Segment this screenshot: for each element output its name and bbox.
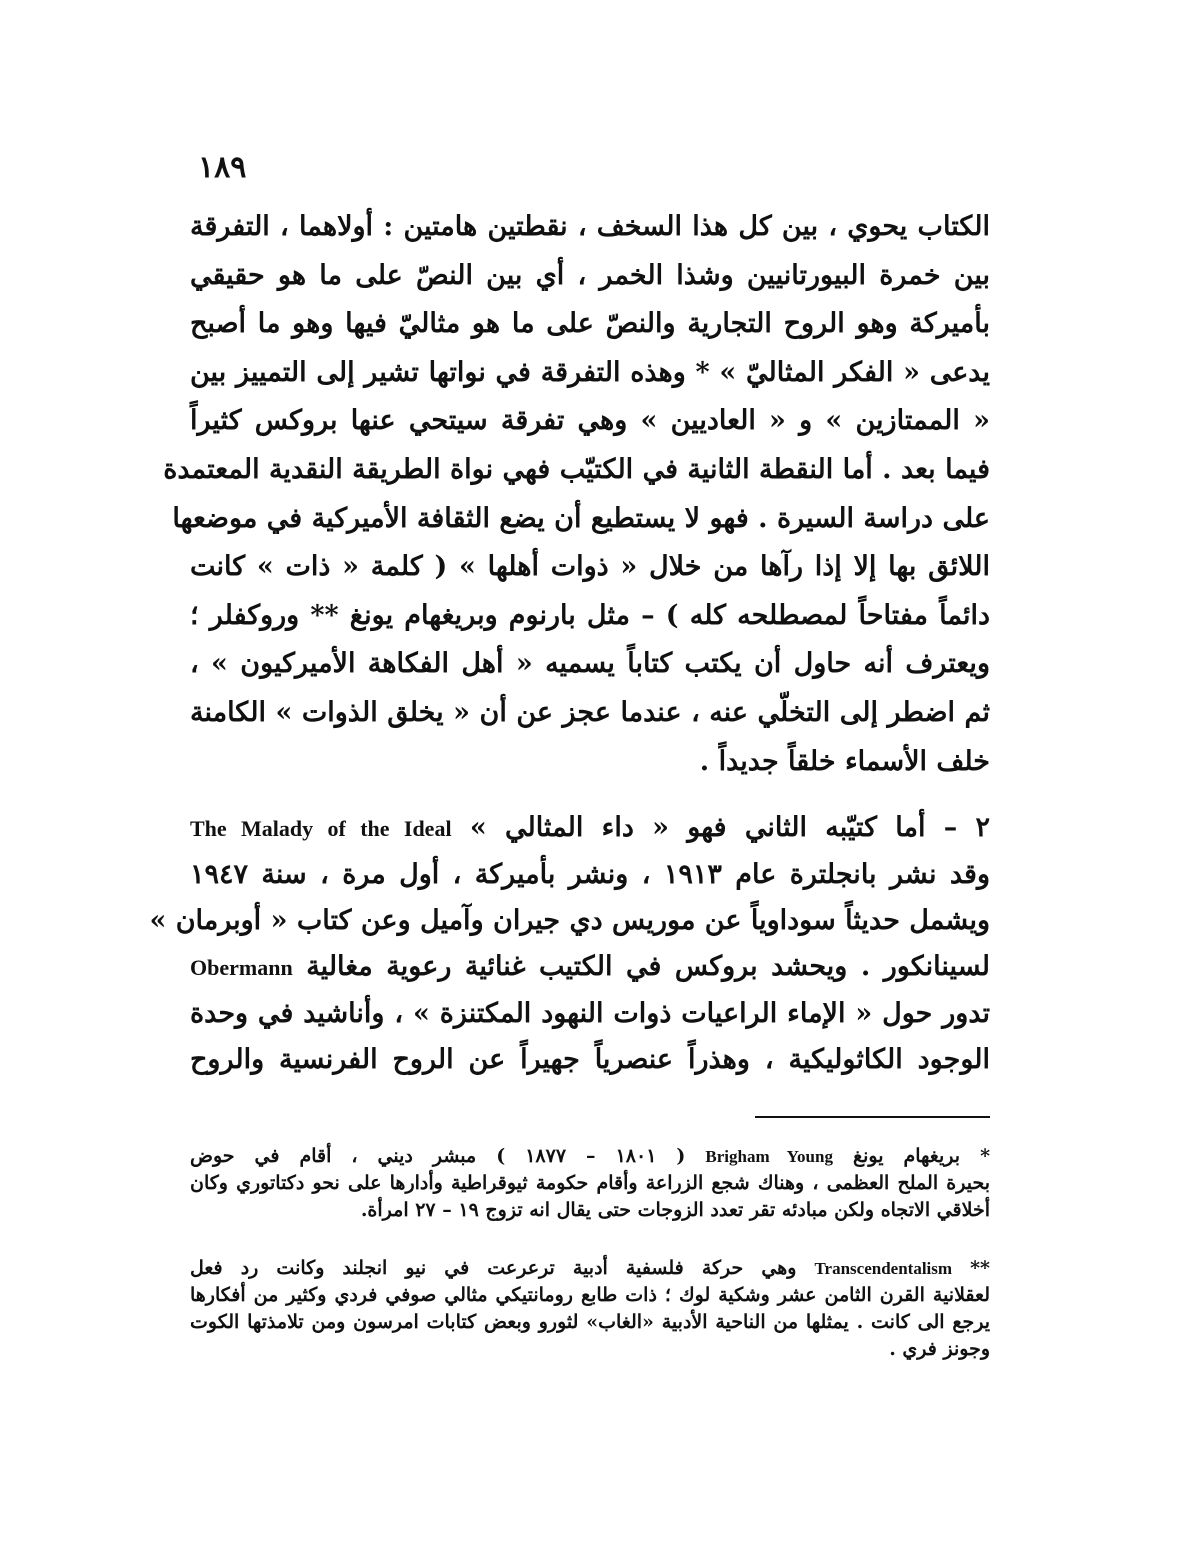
footnote-name-arabic: بريغهام يونغ (852, 1145, 961, 1167)
paragraph-line: « الممتازين » و « العاديين » وهي تفرقة سيتحي عنها بروكس كثيراً (190, 405, 990, 437)
footnote-text: وهي حركة فلسفية أدبية ترعرعت في نيو انجلند وكانت رد فعل (190, 1257, 797, 1279)
paragraph-line (190, 944, 990, 991)
paragraph-line: بين خمرة البيورتانيين وشذا الخمر ، أي بين النصّ على ما هو حقيقي (190, 259, 990, 291)
paragraph-line: اللائق بها إلا إذا رآها من خلال « ذوات أهلها » ( كلمة « ذات » كانت (190, 551, 990, 583)
page-number: ١٨٩ (198, 150, 247, 185)
footnote-name-latin: Brigham Young (705, 1147, 833, 1166)
footnote-line: أخلاقي الاتجاه ولكن مبادئه تقر تعدد الزوجات حتى يقال انه تزوج ١٩ – ٢٧ امرأة. (360, 1199, 990, 1221)
paragraph-line: وقد نشر بانجلترة عام ١٩١٣ ، ونشر بأميركة ، أول مرة ، سنة ١٩٤٧ (190, 859, 990, 890)
footnote-marker: * (980, 1145, 990, 1167)
book-title-latin: Obermann (190, 955, 293, 980)
paragraph-line: بأميركة وهو الروح التجارية والنصّ على ما هو مثاليّ فيها وهو ما أصبح (190, 308, 990, 340)
paragraph-text: ٢ – أما كتيّبه الثاني فهو « داء المثالي » (469, 812, 990, 843)
paragraph-line: على دراسة السيرة . فهو لا يستطيع أن يضع الثقافة الأميركية في موضعها (172, 502, 990, 534)
paragraph-line: الوجود الكاثوليكية ، وهذراً عنصرياً جهيراً عن الروح الفرنسية والروح (190, 1044, 990, 1075)
footnote-line: لعقلانية القرن الثامن عشر وشكية لوك ؛ ذات طابع رومانتيكي مثالي صوفي فردي وكثير من أفكارها (190, 1284, 990, 1306)
footnote-line (190, 1255, 990, 1282)
footnote-line: يرجع الى كانت . يمثلها من الناحية الأدبية «الغاب» لثورو وبعض كتابات امرسون ومن تلامذتها الكوت (190, 1311, 990, 1333)
footnote-2 (190, 1255, 990, 1363)
paragraph-line: يدعى « الفكر المثاليّ » * وهذه التفرقة في نواتها تشير إلى التمييز بين (190, 356, 990, 388)
footnote-line: بحيرة الملح العظمى ، وهناك شجع الزراعة وأقام حكومة ثيوقراطية وأدارها على نحو دكتاتوري وكان (190, 1172, 990, 1194)
paragraph-line: فيما بعد . أما النقطة الثانية في الكتيّب فهي نواة الطريقة النقدية المعتمدة (163, 453, 990, 485)
paragraph-2 (149, 805, 991, 1083)
paragraph-1 (163, 203, 990, 786)
paragraph-line: ويشمل حديثاً سوداوياً عن موريس دي جيران وآميل وعن كتاب « أوبرمان » (149, 905, 990, 936)
paragraph-line: الكتاب يحوي ، بين كل هذا السخف ، نقطتين هامتين : أولاهما ، التفرقة (190, 211, 990, 242)
footnote-marker: ** (970, 1257, 990, 1279)
footnote-text: ( ١٨٠١ – ١٨٧٧ ) مبشر ديني ، أقام في حوض (190, 1145, 686, 1167)
footnote-term-latin: Transcendentalism (814, 1259, 953, 1278)
paragraph-line: تدور حول « الإماء الراعيات ذوات النهود المكتنزة » ، وأناشيد في وحدة (190, 998, 990, 1029)
book-title-latin: The Malady of the Ideal (190, 816, 452, 841)
paragraph-line (190, 805, 990, 852)
paragraph-line: خلف الأسماء خلقاً جديداً . (699, 745, 990, 777)
paragraph-line: ثم اضطر إلى التخلّي عنه ، عندما عجز عن أن « يخلق الذوات » الكامنة (190, 696, 990, 728)
paragraph-line: ويعترف أنه حاول أن يكتب كتاباً يسميه « أهل الفكاهة الأميركيون » ، (190, 648, 990, 680)
paragraph-line: دائماً مفتاحاً لمصطلحه كله ) – مثل بارنوم وبريغهام يونغ ** وروكفلر ؛ (190, 599, 990, 631)
footnote-line: وجونز فري . (889, 1338, 990, 1360)
footnote-line (190, 1143, 990, 1170)
footnote-1 (190, 1143, 990, 1224)
footnote-separator (755, 1116, 990, 1118)
paragraph-text: لسينانكور . ويحشد بروكس في الكتيب غنائية رعوية مغالية (306, 951, 991, 982)
